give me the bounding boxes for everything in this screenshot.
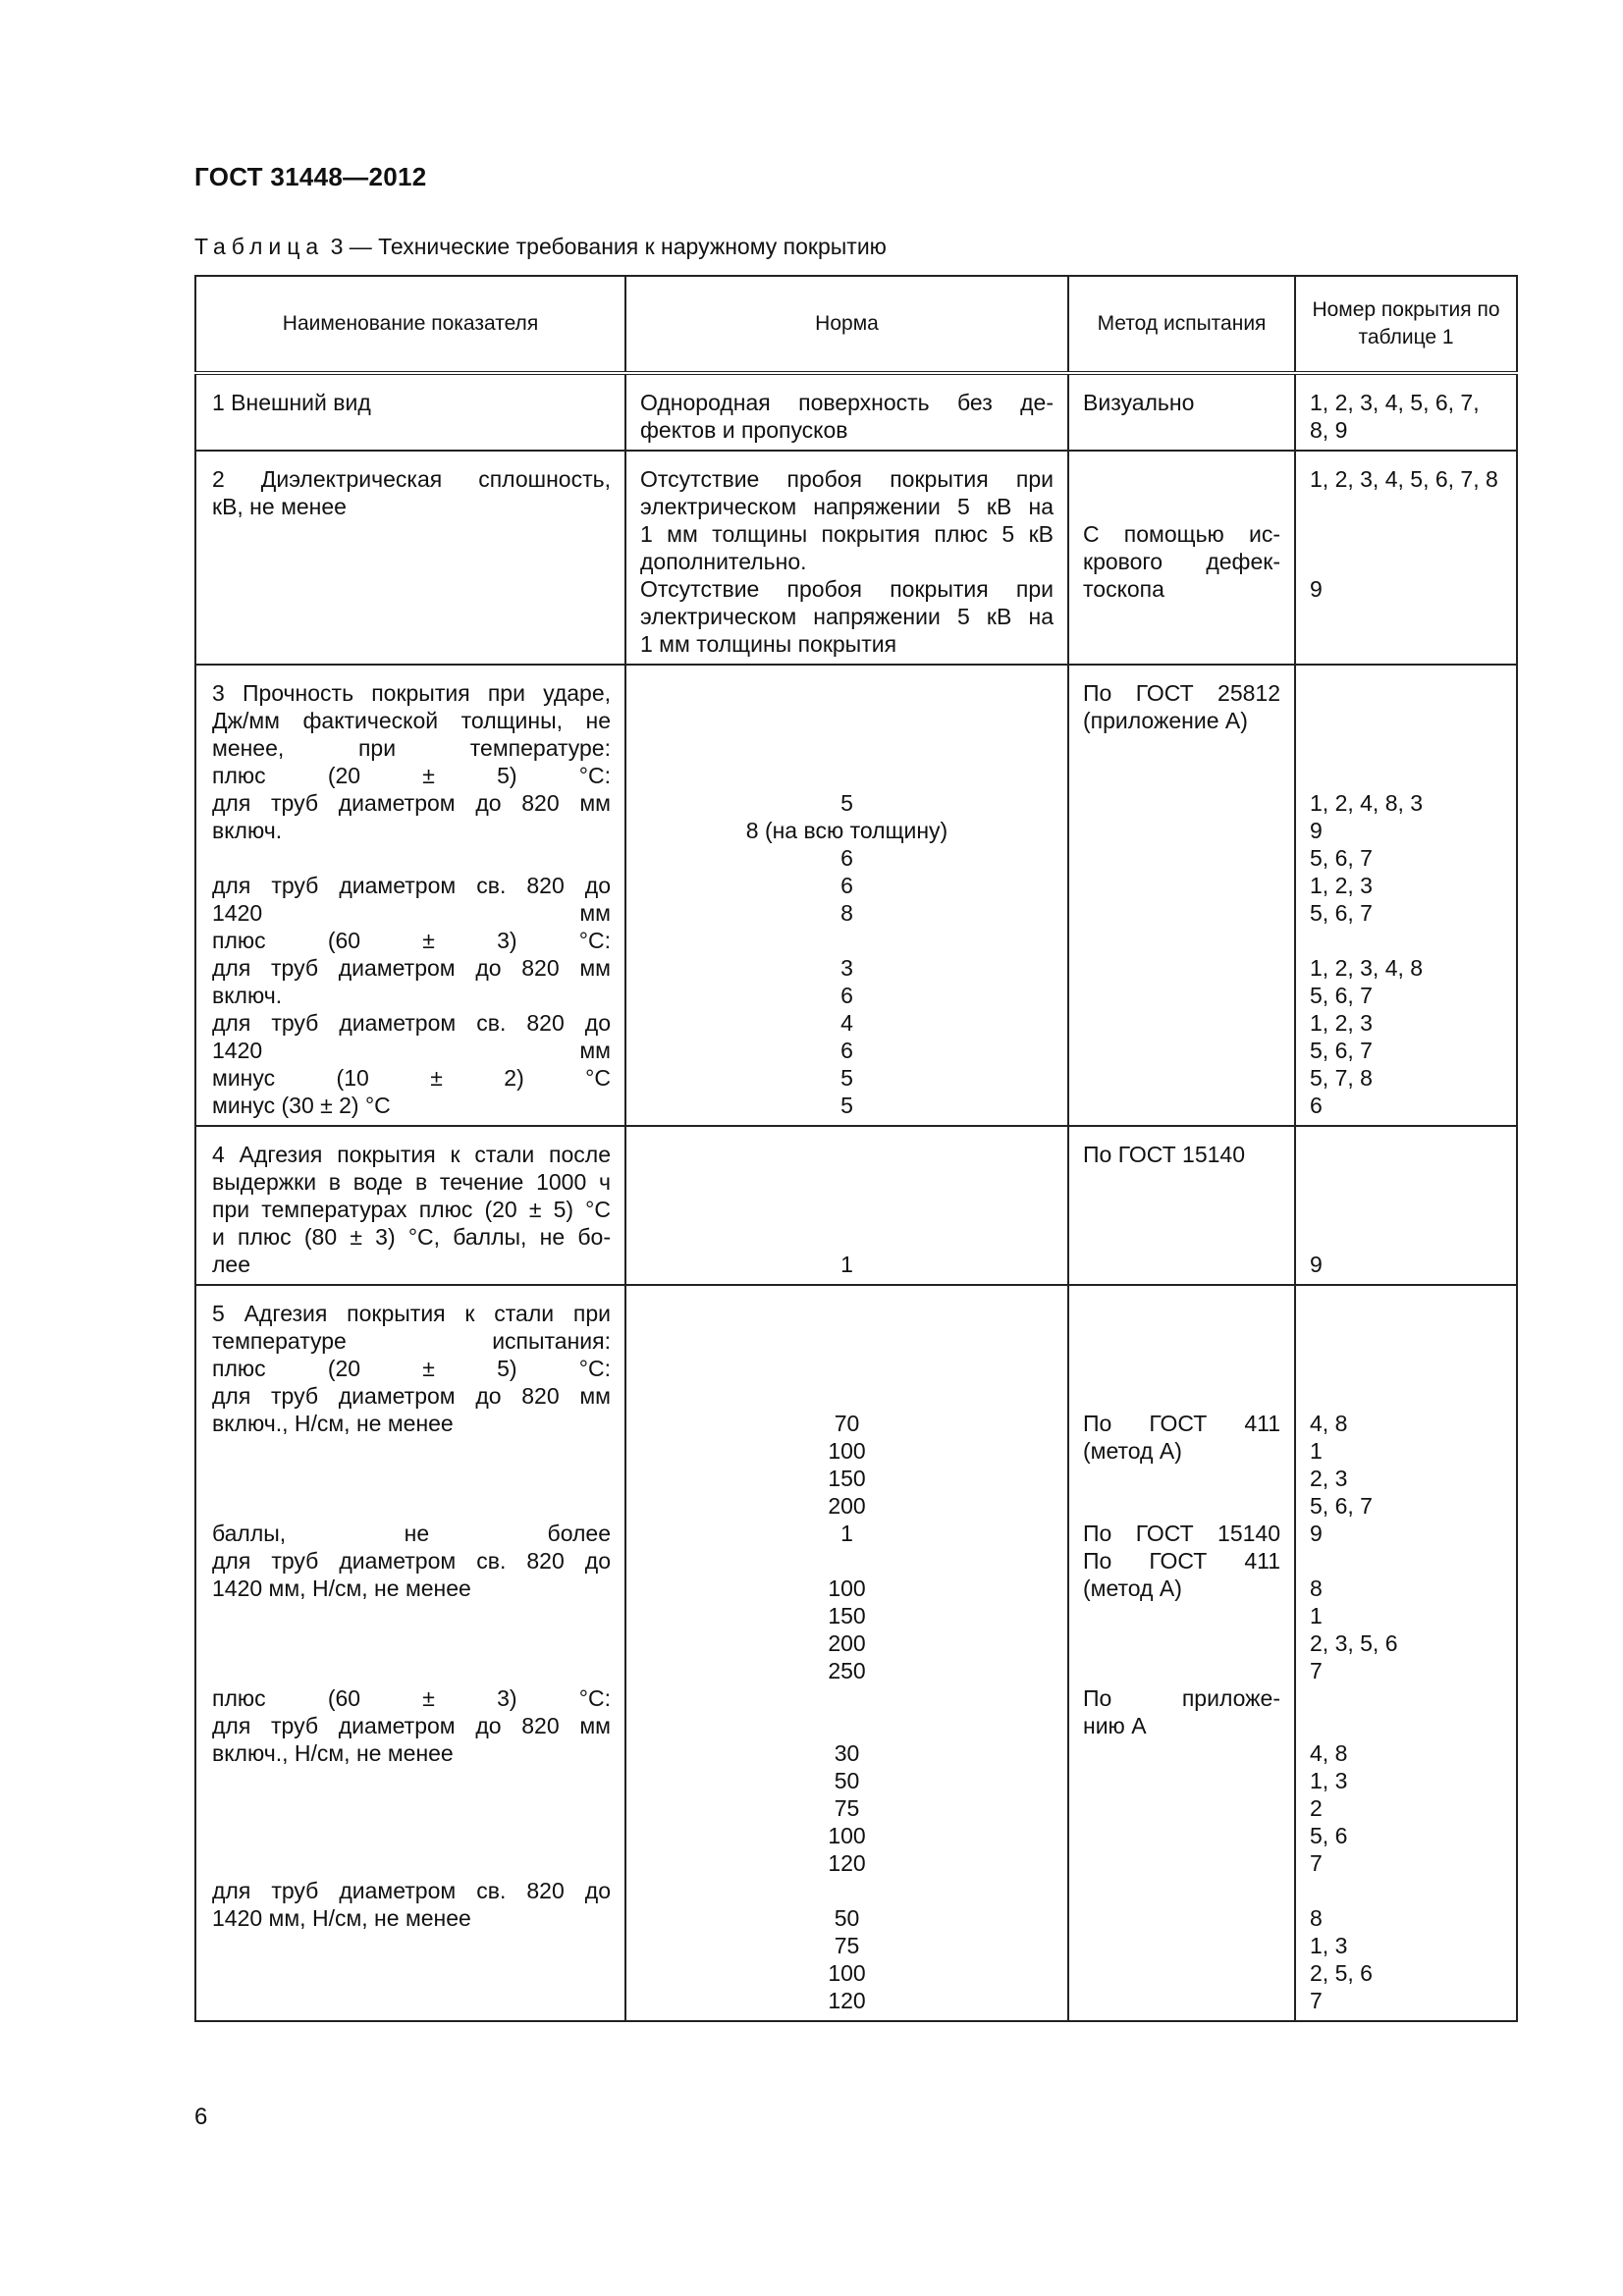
cell-line: 200	[828, 1493, 866, 1519]
cell-line: По приложе-	[1083, 1685, 1280, 1711]
cell-line: 5, 6, 7	[1310, 1038, 1373, 1063]
cell-line: 1420 мм, Н/см, не менее	[212, 1575, 471, 1601]
indicator-cell	[195, 1126, 625, 1285]
cell-line: баллы, не более	[212, 1521, 611, 1546]
cell-line: 9	[1310, 1252, 1323, 1277]
cell-line	[212, 1465, 611, 1492]
cell-line	[640, 1141, 1054, 1168]
cell-line	[1310, 927, 1504, 954]
cell-line: 5, 6, 7	[1310, 900, 1373, 926]
cell-line	[1310, 1877, 1504, 1904]
cell-line: 2, 5, 6	[1310, 1960, 1373, 1986]
cell-line: для труб диаметром до 820 мм	[212, 1383, 611, 1409]
cell-line: 1	[840, 1521, 853, 1546]
table-caption	[194, 234, 887, 260]
cell-line	[1310, 1712, 1504, 1739]
cell-line	[1310, 1684, 1504, 1712]
cell-line: 7	[1310, 1658, 1323, 1683]
cell-line: 9	[1310, 818, 1323, 843]
indicator-cell	[195, 373, 625, 451]
column-header-indicator: Наименование показателя	[195, 276, 625, 373]
cell-line: 1, 3	[1310, 1933, 1348, 1958]
cell-line: 120	[828, 1850, 866, 1876]
cell-line	[1310, 1196, 1504, 1223]
cell-line: электрическом напряжении 5 кВ на	[640, 604, 1054, 629]
coating-number-cell	[1295, 1285, 1517, 2021]
column-header-norm: Норма	[625, 276, 1068, 373]
cell-line: 8 (на всю толщину)	[745, 818, 948, 843]
method-cell	[1068, 373, 1295, 451]
cell-line: 9	[1310, 576, 1323, 602]
cell-line	[1310, 1141, 1504, 1168]
cell-line: 100	[828, 1960, 866, 1986]
cell-line: 5	[840, 790, 853, 816]
cell-line: для труб диаметром св. 820 до	[212, 1010, 611, 1036]
cell-line	[1083, 1355, 1280, 1382]
cell-line: 1, 2, 4, 8, 3	[1310, 790, 1424, 816]
cell-line	[212, 1602, 611, 1629]
cell-line	[1083, 465, 1280, 493]
cell-line: Отсутствие пробоя покрытия при	[640, 466, 1054, 492]
cell-line: 1, 2, 3, 4, 8	[1310, 955, 1424, 981]
cell-line: для труб диаметром до 820 мм	[212, 1713, 611, 1738]
cell-line: для труб диаметром до 820 мм	[212, 955, 611, 981]
cell-line	[212, 1657, 611, 1684]
table-row	[195, 1285, 1517, 2021]
cell-line: 5, 6	[1310, 1823, 1348, 1848]
cell-line	[640, 707, 1054, 734]
cell-line: 1 мм толщины покрытия	[640, 631, 897, 657]
cell-line	[1083, 493, 1280, 520]
cell-line	[640, 1684, 1054, 1712]
cell-line	[640, 1168, 1054, 1196]
cell-line: 5, 6, 7	[1310, 983, 1373, 1008]
cell-line	[1083, 1327, 1280, 1355]
cell-line	[640, 1300, 1054, 1327]
cell-line: тоскопа	[1083, 576, 1164, 602]
cell-line: 70	[834, 1411, 860, 1436]
cell-line: лее	[212, 1252, 251, 1277]
cell-line: 1, 2, 3, 4, 5, 6, 7, 8	[1310, 466, 1498, 492]
cell-line: 1, 3	[1310, 1768, 1348, 1793]
cell-line: кВ, не менее	[212, 494, 347, 519]
cell-line: плюс (60 ± 3) °С:	[212, 1685, 611, 1711]
cell-line: 50	[834, 1905, 860, 1931]
cell-line: для труб диаметром св. 820 до	[212, 873, 611, 898]
cell-line	[640, 1382, 1054, 1410]
cell-line: для труб диаметром св. 820 до	[212, 1548, 611, 1574]
cell-line: По ГОСТ 411	[1083, 1411, 1280, 1436]
cell-line	[1310, 1327, 1504, 1355]
cell-line: 6	[840, 845, 853, 871]
cell-line	[640, 1712, 1054, 1739]
cell-line: 1 Внешний вид	[212, 390, 371, 415]
cell-line: 1	[1310, 1603, 1323, 1629]
cell-line	[1310, 1355, 1504, 1382]
method-cell	[1068, 1285, 1295, 2021]
cell-line: 150	[828, 1466, 866, 1491]
cell-line	[1310, 762, 1504, 789]
coating-number-cell	[1295, 1126, 1517, 1285]
table-row	[195, 451, 1517, 665]
cell-line: 1	[840, 1252, 853, 1277]
norm-cell	[625, 373, 1068, 451]
cell-line: По ГОСТ 15140	[1083, 1521, 1280, 1546]
cell-line: плюс (20 ± 5) °С:	[212, 1356, 611, 1381]
cell-line: 50	[834, 1768, 860, 1793]
cell-line	[1310, 1547, 1504, 1575]
cell-line	[212, 1987, 611, 2014]
cell-line: 9	[1310, 1521, 1323, 1546]
table-row	[195, 373, 1517, 451]
cell-line	[640, 927, 1054, 954]
method-cell	[1068, 451, 1295, 665]
cell-line	[640, 1547, 1054, 1575]
cell-line	[1083, 1300, 1280, 1327]
cell-line	[640, 1223, 1054, 1251]
table-caption-title: — Технические требования к наружному покрытию	[349, 234, 887, 259]
cell-line: 4	[840, 1010, 853, 1036]
cell-line	[212, 844, 611, 872]
coating-number-cell	[1295, 451, 1517, 665]
cell-line: 1420 мм	[212, 900, 611, 926]
cell-line: 2, 3, 5, 6	[1310, 1630, 1398, 1656]
cell-line	[640, 679, 1054, 707]
cell-line	[212, 1767, 611, 1794]
cell-line	[212, 1629, 611, 1657]
cell-line: включ., Н/см, не менее	[212, 1740, 454, 1766]
cell-line: 1420 мм	[212, 1038, 611, 1063]
cell-line: 3	[840, 955, 853, 981]
cell-line: 6	[840, 873, 853, 898]
coating-number-cell	[1295, 373, 1517, 451]
cell-line: 250	[828, 1658, 866, 1683]
table-row	[195, 665, 1517, 1126]
cell-line	[640, 1196, 1054, 1223]
cell-line: По ГОСТ 25812	[1083, 680, 1280, 706]
cell-line	[212, 1492, 611, 1520]
cell-line	[1083, 1629, 1280, 1657]
table-caption-label: Таблица	[194, 234, 325, 259]
cell-line: 5, 6, 7	[1310, 845, 1373, 871]
cell-line	[1310, 1223, 1504, 1251]
requirements-table	[194, 275, 1518, 2022]
cell-line: По ГОСТ 15140	[1083, 1142, 1246, 1167]
cell-line: 1, 2, 3	[1310, 1010, 1373, 1036]
cell-line	[212, 1959, 611, 1987]
cell-line	[1310, 707, 1504, 734]
cell-line: 5, 6, 7	[1310, 1493, 1373, 1519]
cell-line	[640, 734, 1054, 762]
cell-line: включ.	[212, 818, 283, 843]
cell-line	[1310, 493, 1504, 520]
cell-line: (метод А)	[1083, 1575, 1182, 1601]
cell-line: при температурах плюс (20 ± 5) °С	[212, 1197, 611, 1222]
cell-line: По ГОСТ 411	[1083, 1548, 1280, 1574]
cell-line: 8	[1310, 1905, 1323, 1931]
cell-line: 1420 мм, Н/см, не менее	[212, 1905, 471, 1931]
cell-line	[1083, 1657, 1280, 1684]
cell-line: 100	[828, 1438, 866, 1464]
cell-line: для труб диаметром св. 820 до	[212, 1878, 611, 1903]
cell-line	[1310, 734, 1504, 762]
cell-line: 5	[840, 1093, 853, 1118]
cell-line: крового дефек-	[1083, 549, 1280, 574]
cell-line	[212, 1822, 611, 1849]
table-header-row	[195, 276, 1517, 373]
table-caption-number: 3	[330, 234, 344, 259]
column-header-coating-number: Номер покрытия по таблице 1	[1295, 276, 1517, 373]
cell-line	[1083, 1465, 1280, 1492]
cell-line	[212, 1932, 611, 1959]
cell-line: (метод А)	[1083, 1438, 1182, 1464]
cell-line: 8	[1310, 1575, 1323, 1601]
cell-line: и плюс (80 ± 3) °С, баллы, не бо-	[212, 1224, 611, 1250]
norm-cell	[625, 1126, 1068, 1285]
indicator-cell	[195, 451, 625, 665]
cell-line	[640, 1327, 1054, 1355]
norm-cell	[625, 665, 1068, 1126]
cell-line: 120	[828, 1988, 866, 2013]
cell-line: 1, 2, 3, 4, 5, 6, 7,	[1310, 390, 1480, 415]
cell-line: Однородная поверхность без де-	[640, 390, 1054, 415]
cell-line: 75	[834, 1795, 860, 1821]
cell-line: 100	[828, 1823, 866, 1848]
cell-line: включ.	[212, 983, 283, 1008]
cell-line	[640, 762, 1054, 789]
cell-line: нию А	[1083, 1713, 1147, 1738]
cell-line	[1083, 1492, 1280, 1520]
cell-line	[212, 1794, 611, 1822]
cell-line: минус (10 ± 2) °С	[212, 1065, 611, 1091]
cell-line: фектов и пропусков	[640, 417, 848, 443]
cell-line	[1310, 1382, 1504, 1410]
cell-line: Отсутствие пробоя покрытия при	[640, 576, 1054, 602]
norm-cell	[625, 451, 1068, 665]
method-cell	[1068, 1126, 1295, 1285]
cell-line: 100	[828, 1575, 866, 1601]
cell-line: 4 Адгезия покрытия к стали после	[212, 1142, 611, 1167]
method-cell	[1068, 665, 1295, 1126]
cell-line: менее, при температуре:	[212, 735, 611, 761]
cell-line: 2	[1310, 1795, 1323, 1821]
cell-line: 4, 8	[1310, 1740, 1348, 1766]
cell-line: 4, 8	[1310, 1411, 1348, 1436]
cell-line: 200	[828, 1630, 866, 1656]
cell-line: 1, 2, 3	[1310, 873, 1373, 898]
cell-line	[1310, 548, 1504, 575]
cell-line	[1310, 679, 1504, 707]
cell-line	[640, 1355, 1054, 1382]
cell-line: Дж/мм фактической толщины, не	[212, 708, 611, 733]
indicator-cell	[195, 1285, 625, 2021]
cell-line	[1083, 1382, 1280, 1410]
indicator-cell	[195, 665, 625, 1126]
cell-line: электрическом напряжении 5 кВ на	[640, 494, 1054, 519]
cell-line: С помощью ис-	[1083, 521, 1280, 547]
cell-line: 5	[840, 1065, 853, 1091]
cell-line: (приложение А)	[1083, 708, 1248, 733]
cell-line: 150	[828, 1603, 866, 1629]
cell-line: плюс (20 ± 5) °С:	[212, 763, 611, 788]
cell-line: 6	[840, 983, 853, 1008]
cell-line	[212, 1849, 611, 1877]
cell-line: 30	[834, 1740, 860, 1766]
cell-line: для труб диаметром до 820 мм	[212, 790, 611, 816]
table-row	[195, 1126, 1517, 1285]
cell-line: 1	[1310, 1438, 1323, 1464]
cell-line: температуре испытания:	[212, 1328, 611, 1354]
cell-line	[1310, 1168, 1504, 1196]
cell-line: 6	[840, 1038, 853, 1063]
cell-line: 8, 9	[1310, 417, 1348, 443]
cell-line: 2, 3	[1310, 1466, 1348, 1491]
column-header-test-method: Метод испытания	[1068, 276, 1295, 373]
norm-cell	[625, 1285, 1068, 2021]
cell-line	[212, 1437, 611, 1465]
cell-line: 5 Адгезия покрытия к стали при	[212, 1301, 611, 1326]
cell-line: 7	[1310, 1850, 1323, 1876]
standard-code: ГОСТ 31448—2012	[194, 162, 427, 191]
cell-line	[1310, 520, 1504, 548]
cell-line: минус (30 ± 2) °С	[212, 1093, 391, 1118]
cell-line: 2 Диэлектрическая сплошность,	[212, 466, 611, 492]
cell-line: 7	[1310, 1988, 1323, 2013]
cell-line	[1310, 1300, 1504, 1327]
cell-line: Визуально	[1083, 390, 1195, 415]
cell-line: выдержки в воде в течение 1000 ч	[212, 1169, 611, 1195]
cell-line	[1083, 1602, 1280, 1629]
cell-line: дополнительно.	[640, 549, 807, 574]
cell-line: 3 Прочность покрытия при ударе,	[212, 680, 611, 706]
coating-number-cell	[1295, 665, 1517, 1126]
cell-line: 1 мм толщины покрытия плюс 5 кВ	[640, 521, 1054, 547]
cell-line: включ., Н/см, не менее	[212, 1411, 454, 1436]
page-number: 6	[194, 2104, 208, 2130]
cell-line: 5, 7, 8	[1310, 1065, 1373, 1091]
cell-line: 8	[840, 900, 853, 926]
cell-line: плюс (60 ± 3) °С:	[212, 928, 611, 953]
cell-line	[640, 1877, 1054, 1904]
cell-line: 75	[834, 1933, 860, 1958]
cell-line: 6	[1310, 1093, 1323, 1118]
